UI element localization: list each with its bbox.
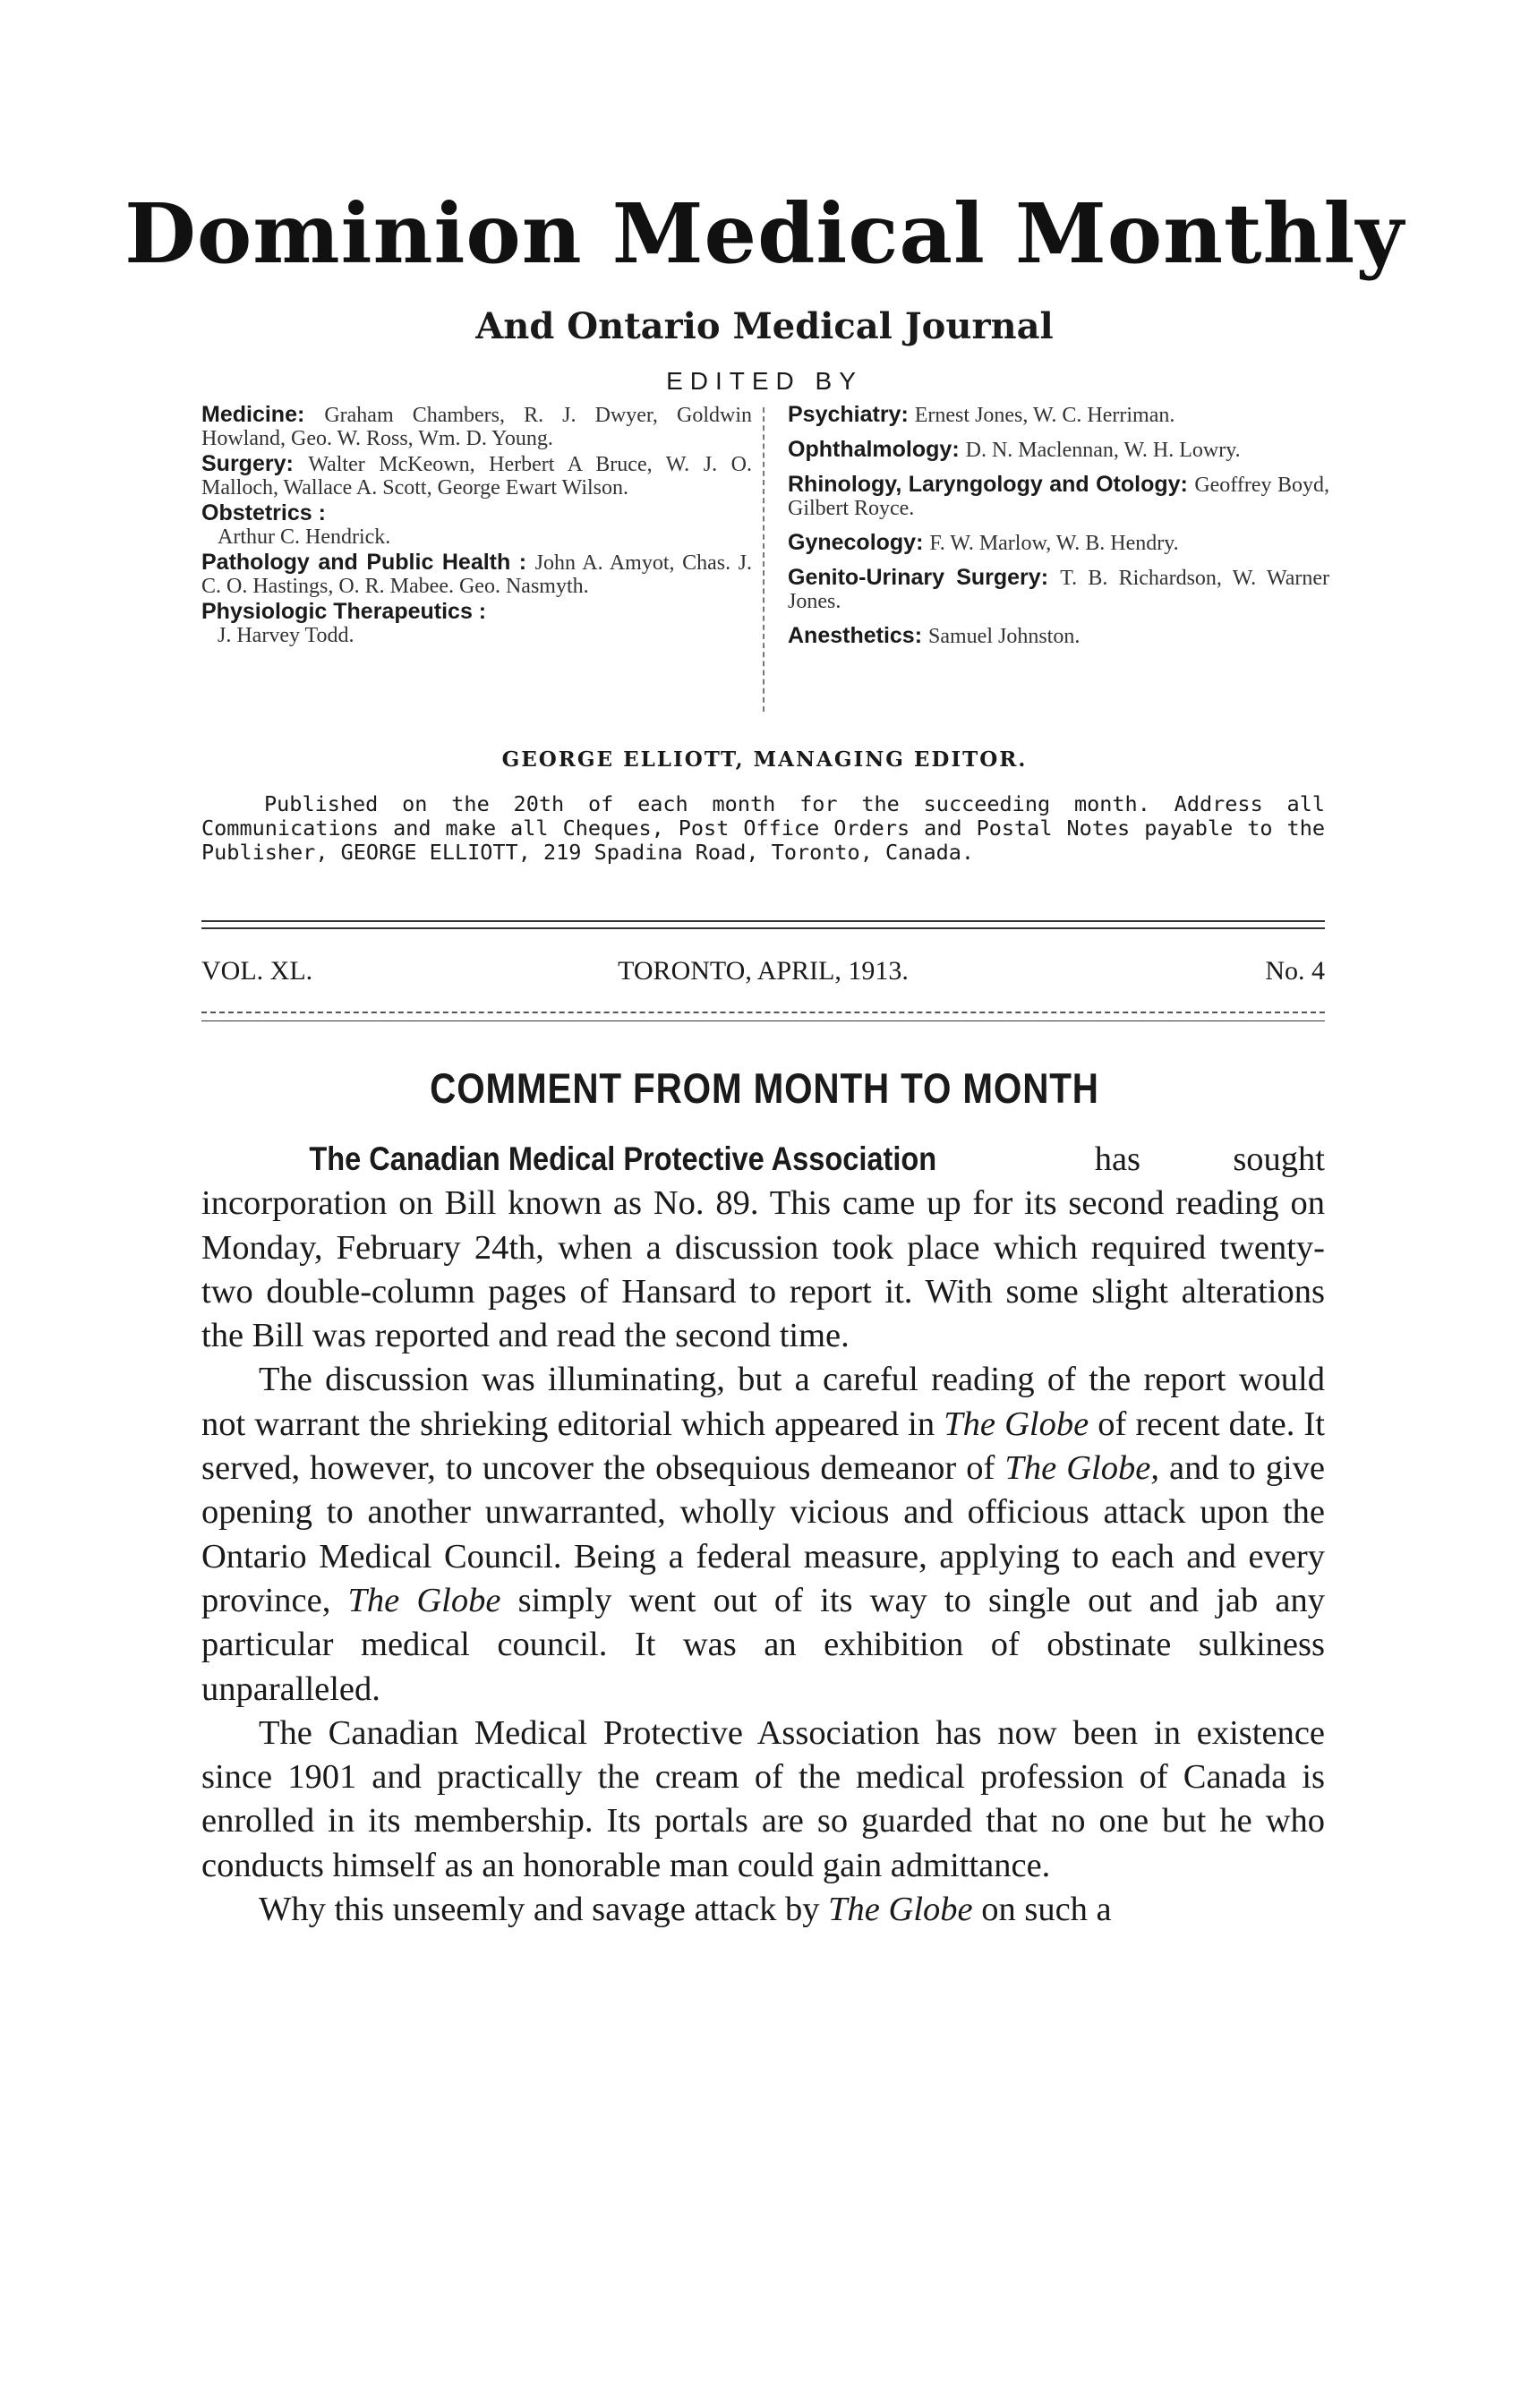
edited-by-label: EDITED BY [666,367,863,395]
editor-names: Graham Chambers, R. J. Dwyer, Goldwin Howland, Geo. W. Ross, Wm. D. Young. [201,404,752,450]
editor-names: Walter McKeown, Herbert A Bruce, W. J. O. Malloch, Wallace A. Scott, George Ewart Wilson. [201,453,752,500]
paragraph-text: of recent date. It served, however, to uncover the obsequious demeanor of [201,1405,1326,1488]
paragraph-text: simply went out of its way to single out and jab any particular medical council. It was an exhibition of obstinate sulkiness unparalleled. [201,1581,1325,1708]
bottom-rule-secondary [201,1020,1325,1021]
journal-title: Dominion Medical Monthly [124,185,1405,282]
paragraph-text: and to give opening to another unwarranted, wholly vicious and officious attack upon the Ontario Medical Council. Being a federal measure, applying to each and every province, [201,1449,1325,1619]
paragraph-4 [201,1888,1325,1932]
paragraph-text: Why this unseemly and savage attack by [259,1891,829,1929]
editor-entry-surgery: Surgery: Walter McKeown, Herbert A Bruce, W. J. O. Malloch, Wallace A. Scott, George Ewart Wilson. [201,451,752,500]
article-body [201,1137,1325,1932]
editor-entry-rhinology: Rhinology, Laryngology and Otology: Geoffrey Boyd, Gilbert Royce. [788,472,1329,520]
editor-entry-genito-urinary: Genito-Urinary Surgery: T. B. Richardson, W. Warner Jones. [788,565,1329,613]
editor-entry-obstetrics: Obstetrics : Arthur C. Hendrick. [201,501,752,549]
editors-left-column [201,403,752,649]
issue-date: TORONTO, APRIL, 1913. [618,956,909,986]
specialty-label: Physiologic Therapeutics [201,599,473,624]
publication-name: The Globe [828,1891,973,1929]
publication-notice: Published on the 20th of each month for the succeeding month. Address all Communications and make all Cheques, Post Office Orders and Postal Notes payable to the Publisher, GEORGE ELLIOTT, 219 Spadina Road, Toronto, Canada. [201,791,1325,865]
bottom-rule [201,1012,1325,1013]
issue-number: No. 4 [1265,956,1325,986]
specialty-label: Rhinology, Laryngology and Otology [788,472,1181,497]
volume-number: VOL. XL. [201,956,313,986]
paragraph-3: The Canadian Medical Protective Association has now been in existence since 1901 and practically the cream of the medical profession of Canada is enrolled in its membership. Its portals are so guarded that no one but he who conducts himself as an honorable man could gain admittance. [201,1713,1325,1884]
editor-entry-anesthetics: Anesthetics: Samuel Johnston. [788,623,1081,648]
article-title: COMMENT FROM MONTH TO MONTH [430,1064,1099,1112]
specialty-label: Ophthalmology [788,437,952,462]
editor-names: T. B. Richardson, W. Warner Jones. [788,567,1329,613]
top-rule-secondary [201,927,1325,929]
specialty-label: Medicine [201,402,297,427]
editors-right-column [788,403,1329,659]
editor-names: J. Harvey Todd. [218,624,354,647]
editor-names: Samuel Johnston. [928,625,1081,648]
paragraph-text: on such a [972,1891,1112,1929]
publication-name: The Globe [944,1405,1089,1443]
specialty-label: Pathology and Public Health [201,550,511,575]
specialty-label: Genito-Urinary Surgery [788,565,1041,590]
specialty-label: Surgery [201,451,286,476]
issue-line [201,956,1325,992]
paragraph-text: The discussion was illuminating, but a careful reading of the report would not warrant the shrieking editorial which appeared in [201,1361,1325,1443]
specialty-label: Anesthetics [788,623,915,648]
editor-names: Geoffrey Boyd, Gilbert Royce. [788,474,1329,520]
editor-entry-medicine: Medicine: Graham Chambers, R. J. Dwyer, Goldwin Howland, Geo. W. Ross, Wm. D. Young. [201,402,752,450]
paragraph-text: has sought incorporation on Bill known as No. 89. This came up for its second reading on Monday, February 24th, when a discussion took place which required twenty-two double-column pages of Hansard to report it. With some slight alterations the Bill was reported and read the second time. [201,1140,1325,1355]
editor-names: Arthur C. Hendrick. [218,525,391,549]
specialty-label: Gynecology [788,530,917,555]
column-divider [763,407,764,712]
journal-subtitle: And Ontario Medical Journal [475,305,1054,347]
editor-names: D. N. Maclennan, W. H. Lowry. [965,439,1241,462]
editor-entry-ophthalmology: Ophthalmology: D. N. Maclennan, W. H. Lowry. [788,437,1241,462]
editor-names: John A. Amyot, Chas. J. C. O. Hastings, O. R. Mabee. Geo. Nasmyth. [201,551,752,598]
editor-entry-pathology: Pathology and Public Health : John A. Amyot, Chas. J. C. O. Hastings, O. R. Mabee. Geo. Nasmyth. [201,550,752,598]
editor-entry-gynecology: Gynecology: F. W. Marlow, W. B. Hendry. [788,530,1179,555]
lead-phrase: The Canadian Medical Protective Association [309,1140,937,1177]
editor-names: Ernest Jones, W. C. Herriman. [914,404,1175,427]
specialty-label: Obstetrics [201,500,312,525]
editor-entry-therapeutics: Physiologic Therapeutics : J. Harvey Todd. [201,600,752,647]
specialty-label: Psychiatry [788,402,901,427]
managing-editor: GEORGE ELLIOTT, MANAGING EDITOR. [501,747,1028,772]
editor-names: F. W. Marlow, W. B. Hendry. [929,532,1179,555]
top-rule [201,920,1325,922]
paragraph-1 [201,1137,1325,1358]
editor-entry-psychiatry: Psychiatry: Ernest Jones, W. C. Herriman. [788,402,1175,427]
publication-name: The Globe, [1004,1449,1159,1488]
publication-name: The Globe [347,1581,501,1619]
paragraph-2 [201,1358,1325,1711]
